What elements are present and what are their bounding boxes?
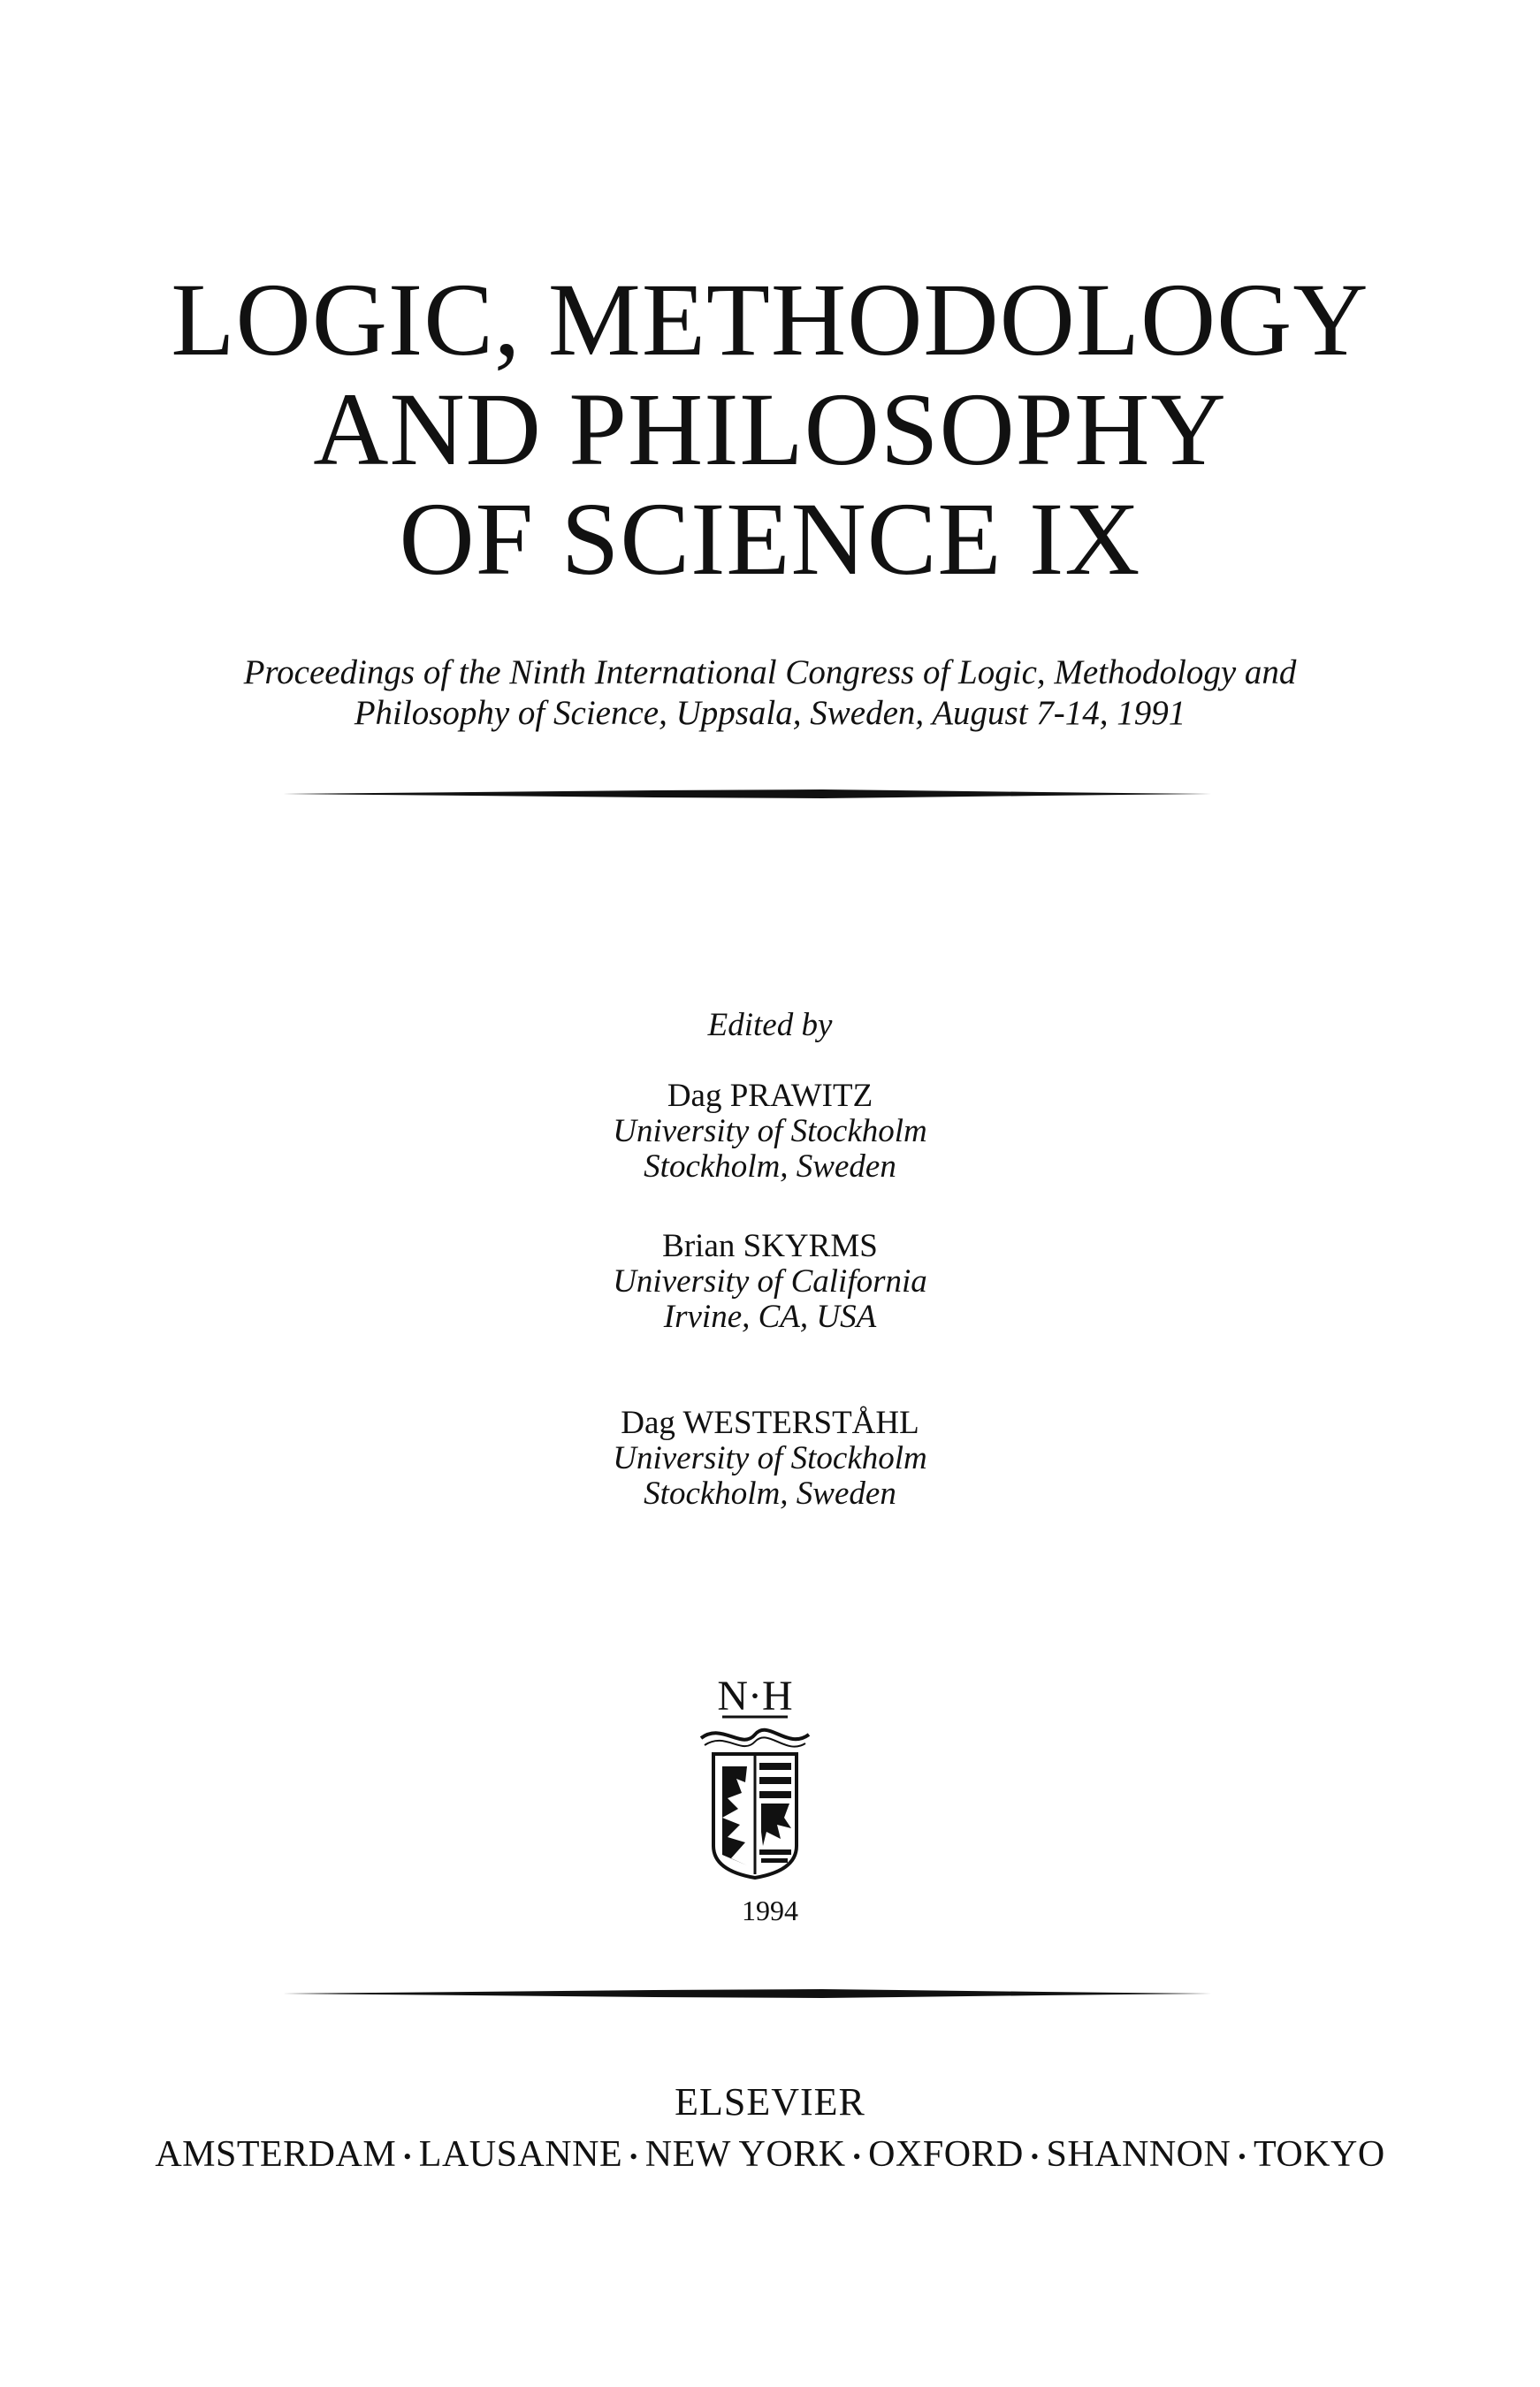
book-title-line-1: LOGIC, METHODOLOGY [171, 262, 1369, 377]
city: AMSTERDAM [155, 2134, 397, 2175]
bottom-divider-rule [283, 1987, 1211, 2000]
publication-year: 1994 [742, 1895, 798, 1926]
city-separator: • [403, 2144, 412, 2170]
editor-location: Stockholm, Sweden [644, 1476, 896, 1512]
publisher-name: ELSEVIER [675, 2080, 865, 2124]
svg-text:N·H: N·H [717, 1673, 793, 1720]
city: NEW YORK [644, 2134, 846, 2175]
top-divider-rule [283, 788, 1211, 800]
editor-name: Dag PRAWITZ [667, 1078, 873, 1114]
book-title [0, 262, 1540, 597]
editor-affiliation: University of Stockholm [613, 1440, 927, 1476]
city-separator: • [1238, 2144, 1246, 2170]
editor-location: Irvine, CA, USA [663, 1299, 877, 1335]
book-title-line-3: OF SCIENCE IX [399, 481, 1141, 597]
editor-affiliation: University of California [613, 1263, 927, 1300]
editor-entry [0, 1079, 1540, 1185]
editor-name: Dag WESTERSTÅHL [621, 1405, 919, 1441]
proceedings-subtitle [0, 652, 1540, 734]
north-holland-crest-icon [696, 1669, 814, 1881]
city: SHANNON [1046, 2134, 1231, 2175]
editor-entry [0, 1229, 1540, 1335]
edited-by-label: Edited by [707, 1007, 833, 1043]
city: TOKYO [1253, 2134, 1385, 2175]
city-separator: • [852, 2144, 862, 2170]
editor-name: Brian SKYRMS [662, 1228, 878, 1264]
subtitle-line-1: Proceedings of the Ninth International Congress of Logic, Methodology and [243, 653, 1297, 691]
editor-entry [0, 1406, 1540, 1512]
publisher-cities [0, 2132, 1540, 2179]
city: OXFORD [868, 2134, 1024, 2175]
city-separator: • [629, 2144, 638, 2170]
book-title-line-2: AND PHILOSOPHY [313, 371, 1227, 487]
city: LAUSANNE [418, 2134, 623, 2175]
city-separator: • [1030, 2144, 1040, 2170]
editor-affiliation: University of Stockholm [613, 1113, 927, 1149]
editor-location: Stockholm, Sweden [644, 1148, 896, 1185]
subtitle-line-2: Philosophy of Science, Uppsala, Sweden, August 7-14, 1991 [354, 694, 1186, 732]
